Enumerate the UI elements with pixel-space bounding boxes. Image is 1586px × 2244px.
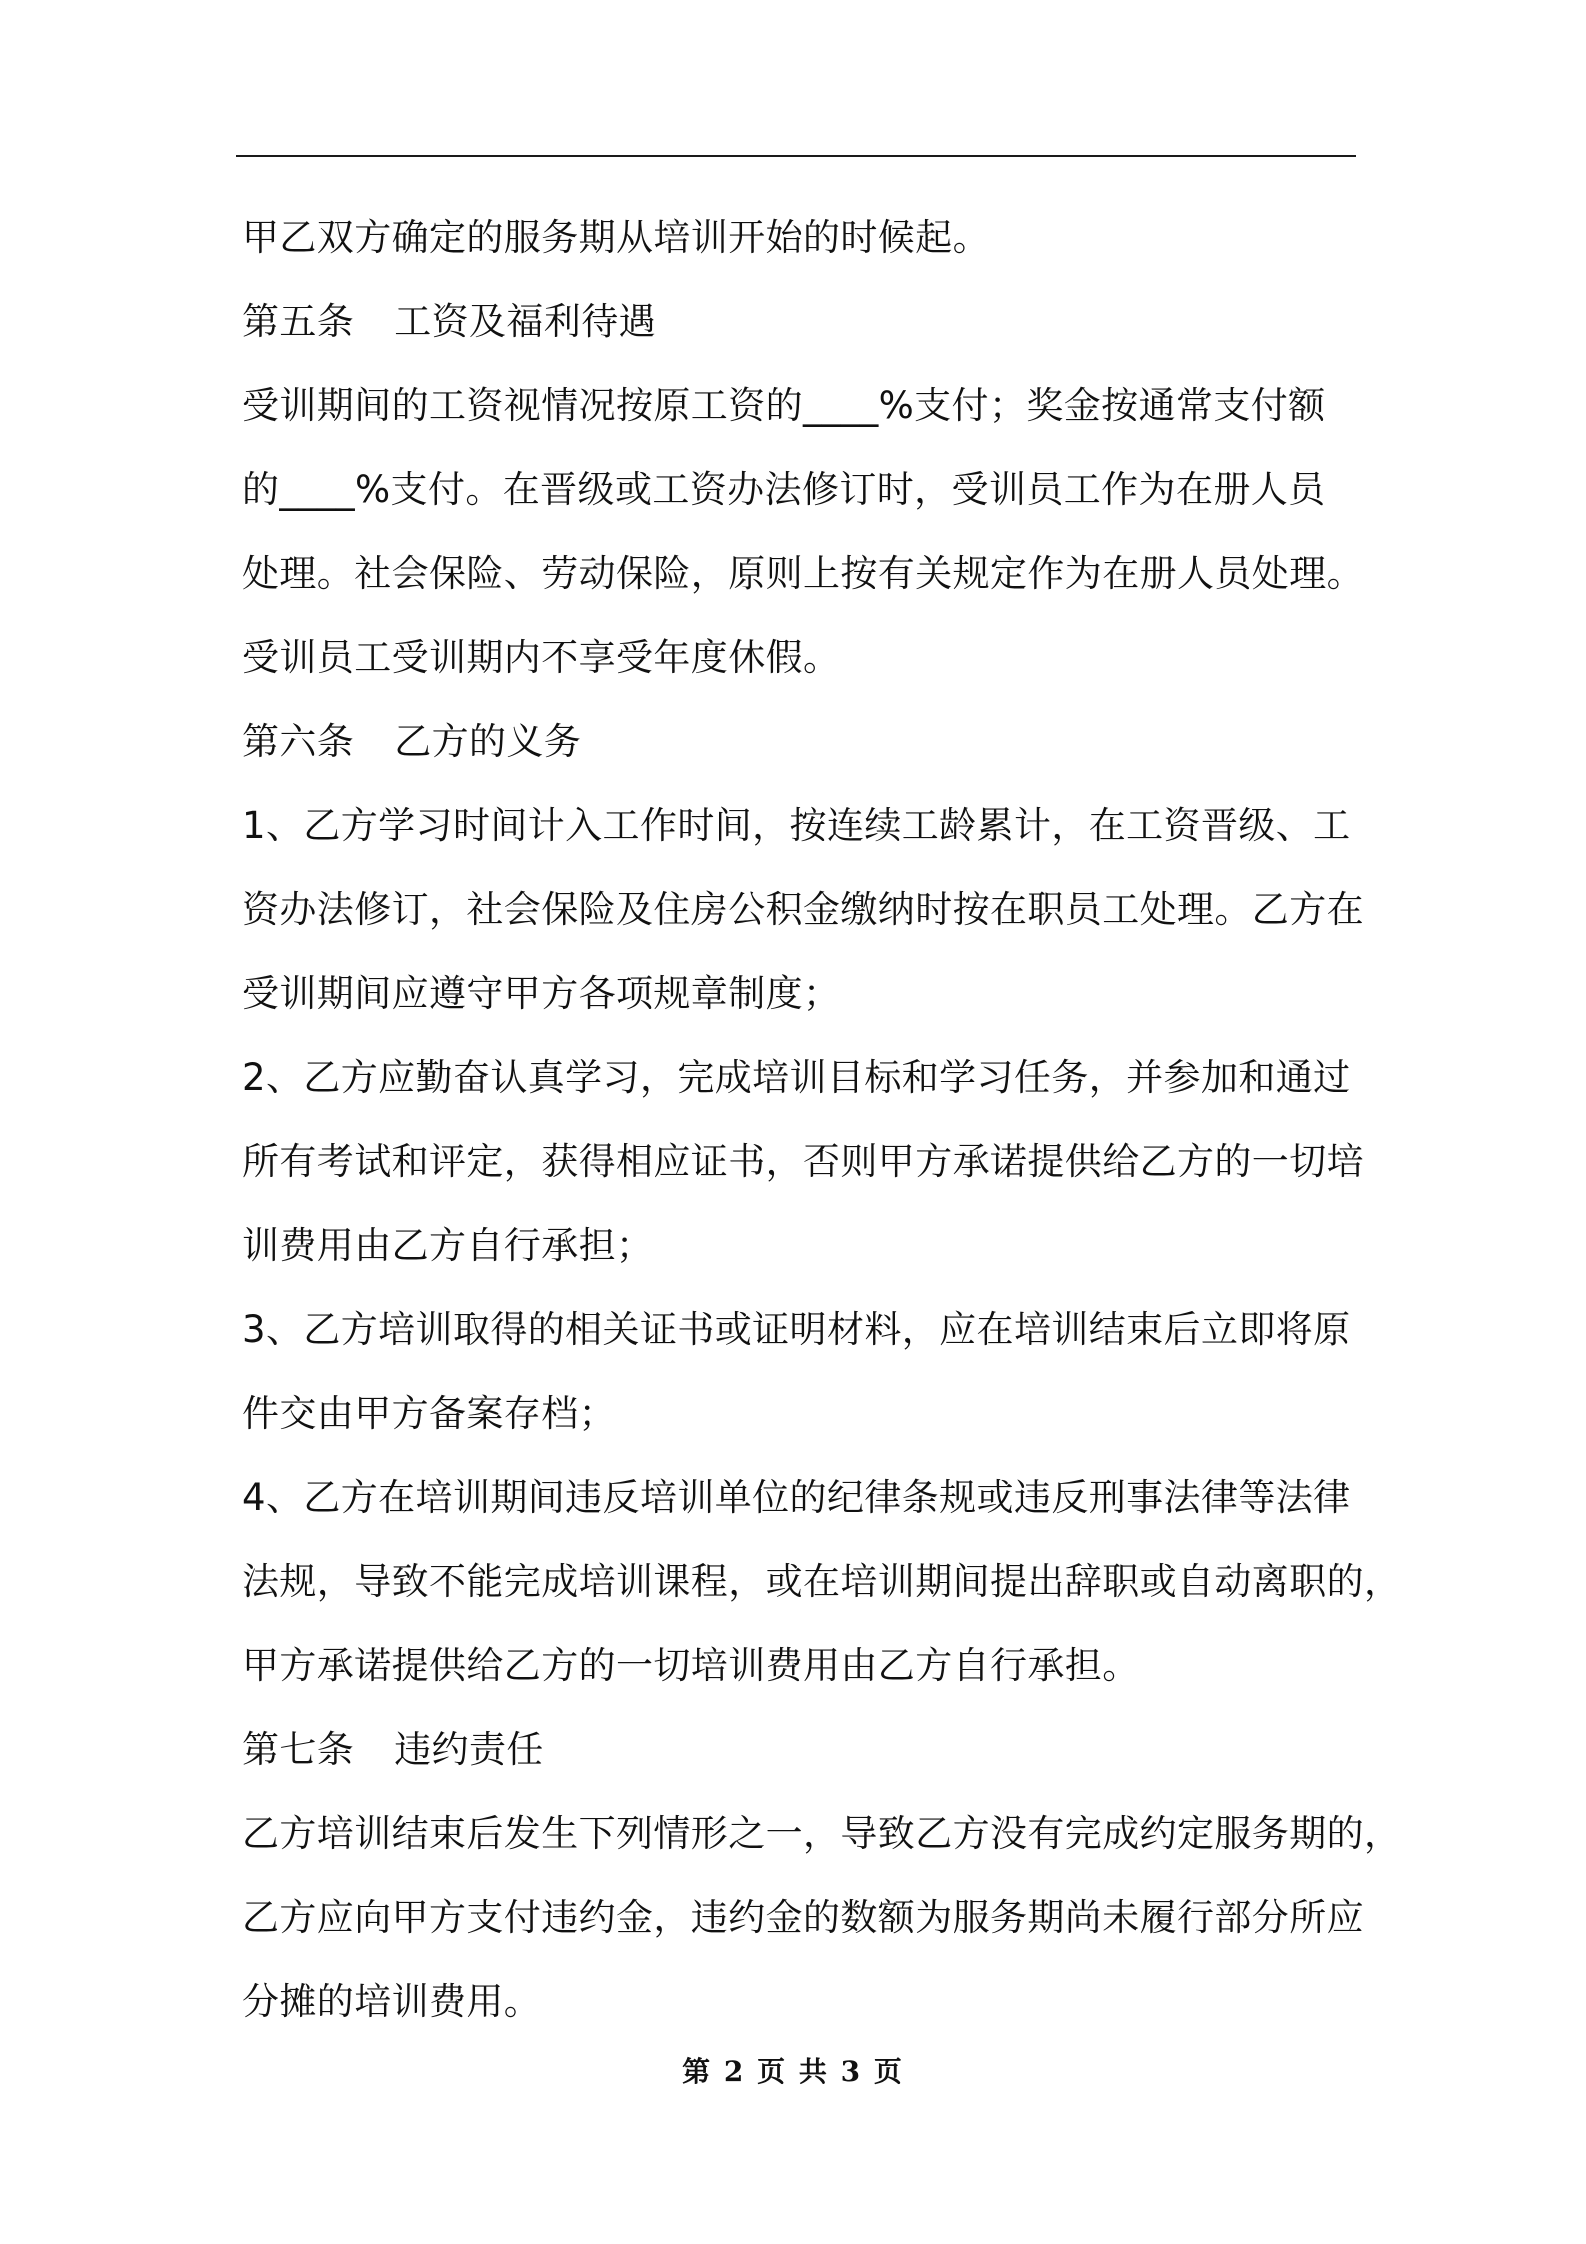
text-line: 法规，导致不能完成培训课程，或在培训期间提出辞职或自动离职的， — [242, 1560, 1402, 1603]
article-number: 第七条 — [242, 1728, 355, 1771]
text-line: 资办法修订，社会保险及住房公积金缴纳时按在职员工处理。乙方在 — [242, 888, 1364, 931]
text-line: 甲乙双方确定的服务期从培训开始的时候起。 — [242, 216, 990, 259]
article-title: 工资及福利待遇 — [394, 300, 657, 343]
article-heading-6 — [242, 700, 1362, 784]
document-body — [242, 196, 1402, 2044]
text-line: 乙方培训结束后发生下列情形之一，导致乙方没有完成约定服务期的， — [242, 1812, 1402, 1855]
text-line: 的____%支付。在晋级或工资办法修订时，受训员工作为在册人员 — [242, 468, 1326, 511]
text-line: 甲方承诺提供给乙方的一切培训费用由乙方自行承担。 — [242, 1644, 1140, 1687]
text-line: 受训期间的工资视情况按原工资的____%支付；奖金按通常支付额 — [242, 384, 1326, 427]
text-line: 受训员工受训期内不享受年度休假。 — [242, 636, 841, 679]
text-line: 受训期间应遵守甲方各项规章制度； — [242, 972, 841, 1015]
page-number-footer: 第 2 页 共 3 页 — [682, 2055, 904, 2088]
header-rule — [236, 155, 1356, 157]
article-number: 第六条 — [242, 720, 355, 763]
text-line: 件交由甲方备案存档； — [242, 1392, 616, 1435]
text-line: 2、乙方应勤奋认真学习，完成培训目标和学习任务，并参加和通过 — [242, 1056, 1351, 1099]
text-line: 训费用由乙方自行承担； — [242, 1224, 654, 1267]
article-number: 第五条 — [242, 300, 355, 343]
text-line: 处理。社会保险、劳动保险，原则上按有关规定作为在册人员处理。 — [242, 552, 1364, 595]
text-line: 4、乙方在培训期间违反培训单位的纪律条规或违反刑事法律等法律 — [242, 1476, 1351, 1519]
article-heading-5 — [242, 280, 1362, 364]
text-line: 1、乙方学习时间计入工作时间，按连续工龄累计，在工资晋级、工 — [242, 804, 1351, 847]
text-line: 乙方应向甲方支付违约金，违约金的数额为服务期尚未履行部分所应 — [242, 1896, 1364, 1939]
article-title: 违约责任 — [394, 1728, 544, 1771]
article-title: 乙方的义务 — [394, 720, 582, 763]
text-line: 3、乙方培训取得的相关证书或证明材料，应在培训结束后立即将原 — [242, 1308, 1351, 1351]
article-heading-7 — [242, 1708, 1362, 1792]
text-line: 分摊的培训费用。 — [242, 1980, 542, 2023]
text-line: 所有考试和评定，获得相应证书，否则甲方承诺提供给乙方的一切培 — [242, 1140, 1364, 1183]
